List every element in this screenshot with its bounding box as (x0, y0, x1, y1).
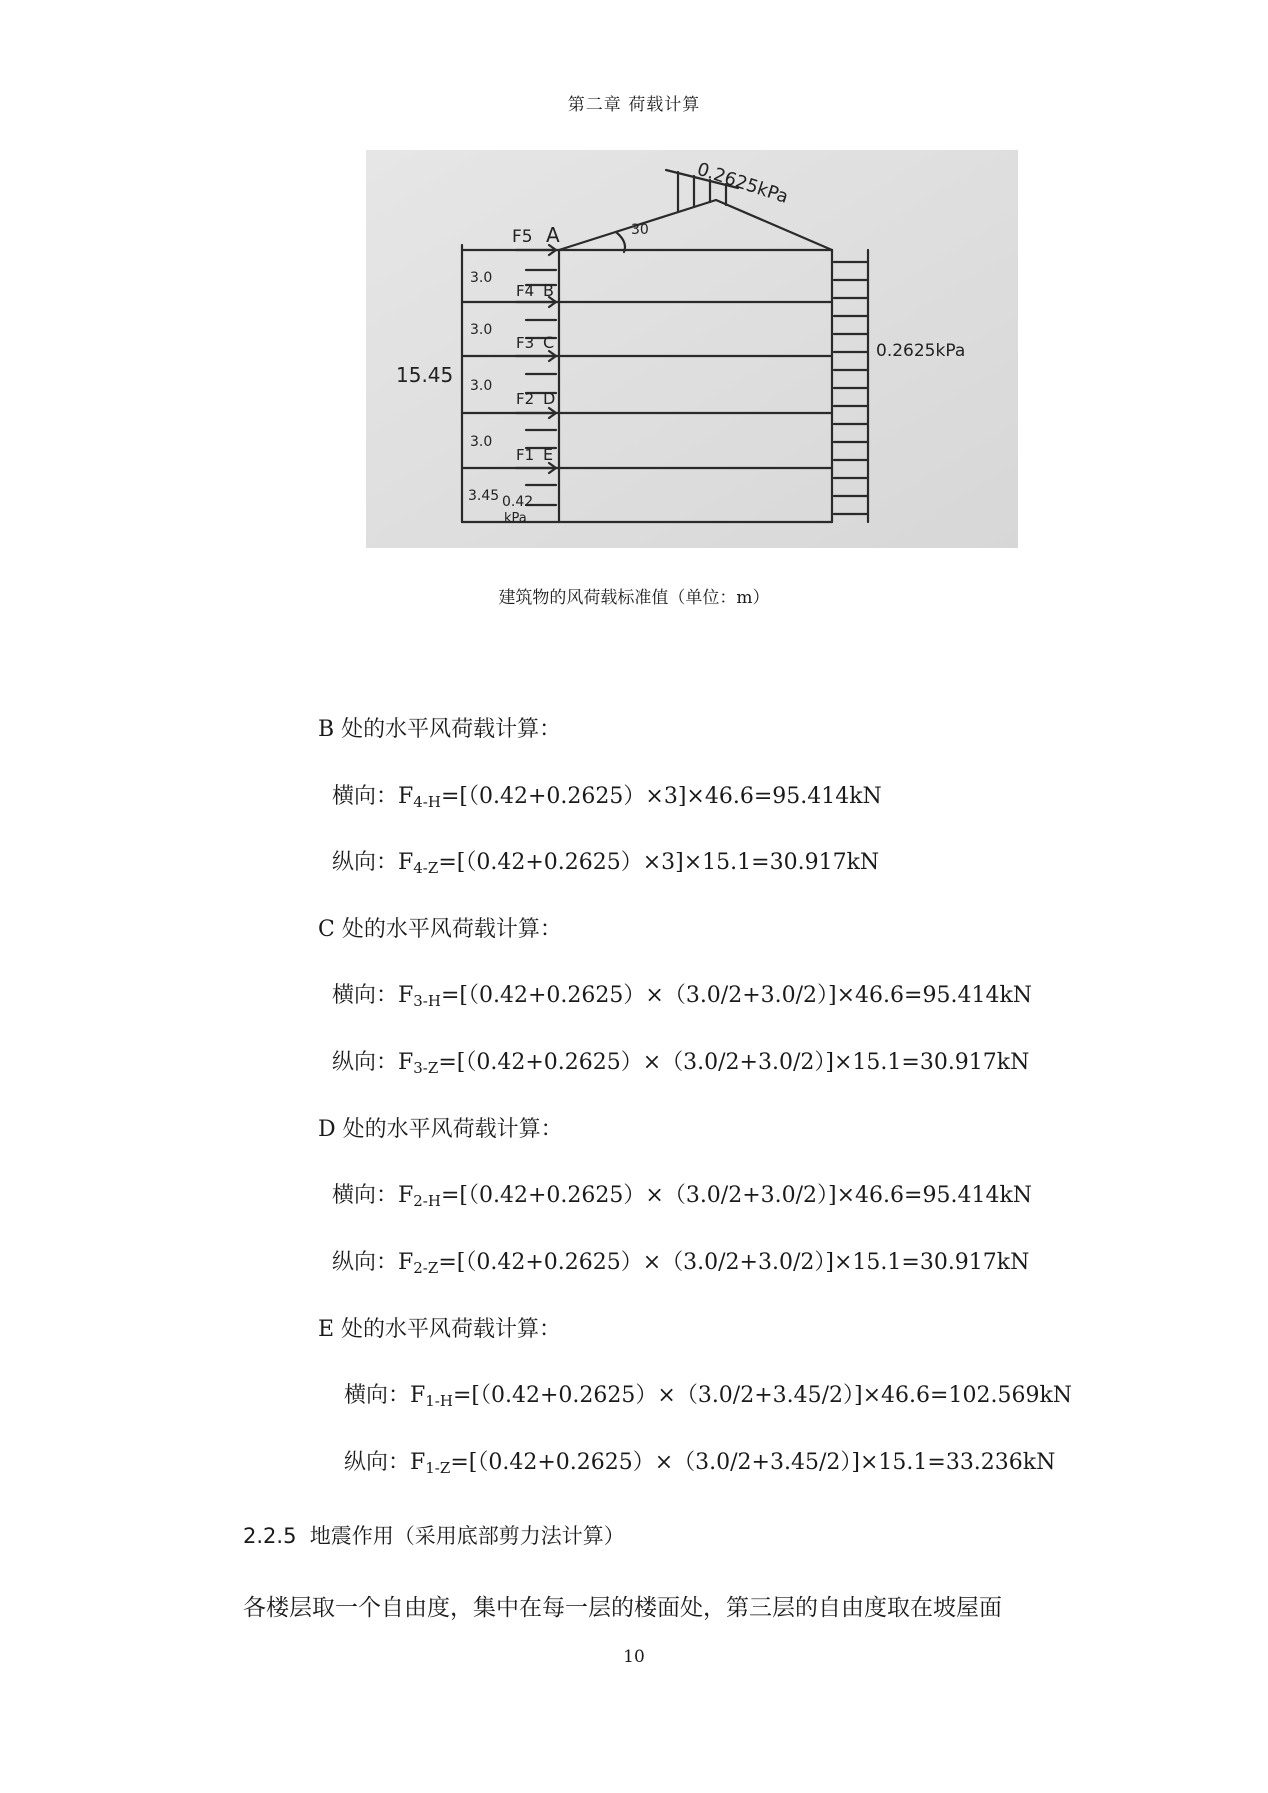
calc-title-e: E 处的水平风荷载计算： (318, 1317, 562, 1342)
calc-line-b-z: 纵向：F4-Z=[（0.42+0.2625）×3]×15.1=30.917kN (332, 850, 880, 877)
calc-line-d-z: 纵向：F2-Z=[（0.42+0.2625）×（3.0/2+3.0/2）]×15.1=30.917kN (332, 1250, 1030, 1277)
section-body: 各楼层取一个自由度，集中在每一层的楼面处，第三层的自由度取在坡屋面 (243, 1595, 1002, 1621)
bottom-pressure-unit: kPa (504, 511, 527, 526)
force-label-f3: F3 (516, 334, 535, 352)
page-number: 10 (623, 1647, 645, 1667)
side-pressure-label: 0.2625kPa (876, 341, 966, 361)
calc-line-d-h: 横向：F2-H=[（0.42+0.2625）×（3.0/2+3.0/2）]×46.6=95.414kN (332, 1183, 1033, 1210)
story-height-3: 3.0 (470, 378, 493, 394)
calc-title-b: B 处的水平风荷载计算： (318, 717, 562, 742)
point-label-b: B (543, 281, 554, 300)
point-label-c: C (543, 333, 555, 352)
bottom-pressure-value: 0.42 (502, 494, 534, 510)
calc-line-b-h: 横向：F4-H=[（0.42+0.2625）×3]×46.6=95.414kN (332, 784, 882, 811)
calc-line-e-z: 纵向：F1-Z=[（0.42+0.2625）×（3.0/2+3.45/2）]×15.1=33.236kN (344, 1450, 1056, 1477)
story-height-5: 3.0 (470, 270, 493, 286)
calc-line-c-h: 横向：F3-H=[（0.42+0.2625）×（3.0/2+3.0/2）]×46.6=95.414kN (332, 983, 1033, 1010)
section-heading (243, 1520, 625, 1550)
story-height-1: 3.45 (468, 488, 500, 504)
roof-pressure-label: 0.2625kPa (694, 158, 791, 208)
point-label-a: A (546, 223, 560, 247)
force-label-f2: F2 (516, 390, 535, 408)
total-height-label: 15.45 (396, 363, 454, 387)
section-number: 2.2.5 (243, 1524, 297, 1548)
chapter-header: 第二章 荷载计算 (567, 95, 701, 115)
calc-title-d: D 处的水平风荷载计算： (318, 1117, 563, 1142)
story-height-2: 3.0 (470, 434, 493, 450)
point-label-d: D (543, 389, 556, 408)
calc-line-e-h: 横向：F1-H=[（0.42+0.2625）×（3.0/2+3.45/2）]×46.6=102.569kN (344, 1383, 1073, 1410)
wind-load-figure (366, 150, 1018, 548)
figure-caption: 建筑物的风荷载标准值（单位：m） (498, 588, 770, 608)
section-title: 地震作用（采用底部剪力法计算） (309, 1524, 625, 1548)
force-label-f5: F5 (512, 227, 533, 247)
force-label-f1: F1 (516, 446, 535, 464)
story-height-4: 3.0 (470, 322, 493, 338)
calc-title-c: C 处的水平风荷载计算： (318, 917, 562, 942)
point-label-e: E (543, 445, 554, 464)
force-label-f4: F4 (516, 282, 535, 300)
roof-angle-label: 30 (631, 222, 649, 238)
wind-load-sketch (366, 150, 1018, 548)
calc-line-c-z: 纵向：F3-Z=[（0.42+0.2625）×（3.0/2+3.0/2）]×15.1=30.917kN (332, 1050, 1030, 1077)
